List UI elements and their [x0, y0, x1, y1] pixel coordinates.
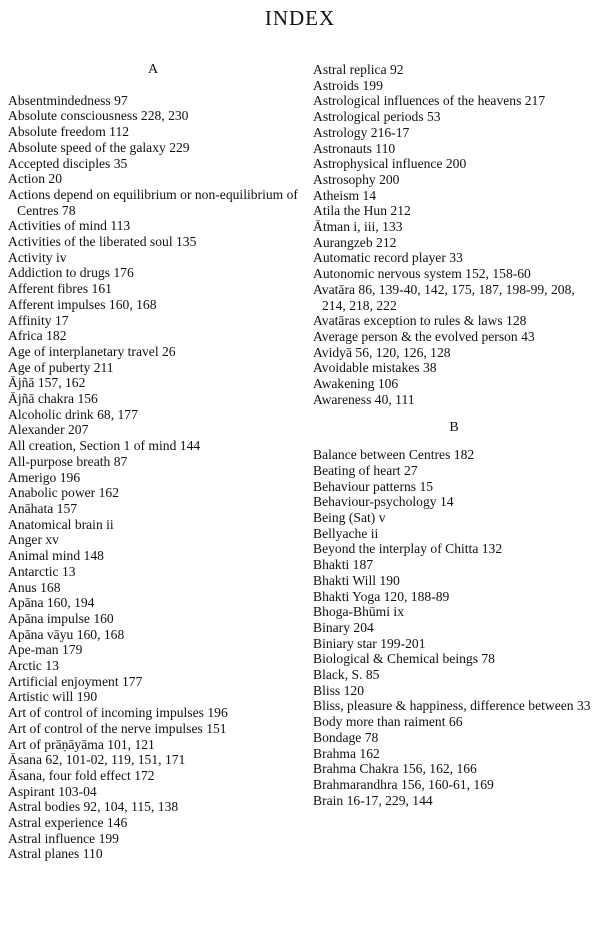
- index-entry: Actions depend on equilibrium or non-equilibrium of Centres 78: [8, 186, 298, 218]
- index-entry: Activity iv: [8, 249, 67, 265]
- index-entry: All-purpose breath 87: [8, 453, 128, 469]
- index-entry: Absolute speed of the galaxy 229: [8, 139, 190, 155]
- index-entry: All creation, Section 1 of mind 144: [8, 438, 201, 454]
- index-entry: Bhoga-Bhūmi ix: [313, 604, 405, 620]
- index-entry: Behaviour-psychology 14: [313, 494, 454, 510]
- index-entry: Being (Sat) v: [313, 509, 386, 525]
- index-entry: Brahma 162: [313, 745, 380, 761]
- index-list-left: [8, 93, 298, 862]
- index-entry: Anabolic power 162: [8, 485, 119, 501]
- index-entry: Astral planes 110: [8, 846, 103, 862]
- index-entry: Āsana 62, 101-02, 119, 151, 171: [8, 752, 186, 768]
- index-entry: Apāna impulse 160: [8, 610, 114, 626]
- index-entry: Atheism 14: [313, 187, 377, 203]
- index-entry: Astrological periods 53: [313, 109, 441, 125]
- index-entry: Bellyache ii: [313, 525, 379, 541]
- index-entry: Ape-man 179: [8, 642, 83, 658]
- index-entry: Average person & the evolved person 43: [313, 328, 535, 344]
- index-entry: Artistic will 190: [8, 689, 98, 705]
- index-entry: Behaviour patterns 15: [313, 478, 434, 494]
- index-list-right-a: [313, 62, 595, 407]
- index-entry: Atila the Hun 212: [313, 203, 411, 219]
- index-entry: Bliss 120: [313, 682, 364, 698]
- index-entry: Bhakti Yoga 120, 188-89: [313, 588, 450, 604]
- index-entry: Brahma Chakra 156, 162, 166: [313, 761, 477, 777]
- index-entry: Aspirant 103-04: [8, 783, 97, 799]
- index-entry: Astrophysical influence 200: [313, 156, 467, 172]
- index-entry: Accepted disciples 35: [8, 155, 128, 171]
- page-title: INDEX: [264, 6, 336, 30]
- right-column: [313, 62, 595, 808]
- section-heading-a: A: [147, 62, 159, 77]
- index-entry: Beyond the interplay of Chitta 132: [313, 541, 503, 557]
- index-entry: Artificial enjoyment 177: [8, 673, 143, 689]
- index-entry: Avatāra 86, 139-40, 142, 175, 187, 198-99, 208, 214, 218, 222: [313, 281, 575, 313]
- index-entry: Apāna vāyu 160, 168: [8, 626, 125, 642]
- index-entry: Ājñā chakra 156: [8, 391, 98, 407]
- index-entry: Africa 182: [8, 328, 67, 344]
- index-entry: Astronauts 110: [313, 140, 396, 156]
- index-entry: Afferent impulses 160, 168: [8, 296, 157, 312]
- index-entry: Anāhata 157: [8, 500, 78, 516]
- index-entry: Art of prāṇāyāma 101, 121: [8, 736, 155, 752]
- index-entry: Afferent fibres 161: [8, 281, 112, 297]
- index-entry: Ājñā 157, 162: [8, 375, 86, 391]
- index-entry: Binary 204: [313, 619, 374, 635]
- index-entry: Autonomic nervous system 152, 158-60: [313, 266, 531, 282]
- index-entry: Biniary star 199-201: [313, 635, 426, 651]
- index-entry: Avoidable mistakes 38: [313, 360, 437, 376]
- index-entry: Amerigo 196: [8, 469, 81, 485]
- index-entry: Bhakti 187: [313, 557, 374, 573]
- index-entry: Action 20: [8, 171, 62, 187]
- index-entry: Automatic record player 33: [313, 250, 463, 266]
- index-entry: Awareness 40, 111: [313, 391, 415, 407]
- index-entry: Āsana, four fold effect 172: [8, 767, 155, 783]
- index-entry: Astrological influences of the heavens 217: [313, 93, 546, 109]
- index-entry: Astrosophy 200: [313, 171, 400, 187]
- index-entry: Astroids 199: [313, 77, 383, 93]
- left-column: [8, 62, 298, 862]
- section-heading-b: B: [449, 420, 459, 436]
- index-entry: Anatomical brain ii: [8, 516, 114, 532]
- index-entry: Biological & Chemical beings 78: [313, 651, 495, 667]
- index-entry: Awakening 106: [313, 376, 399, 392]
- index-entry: Anger xv: [8, 532, 59, 548]
- index-entry: Absentmindedness 97: [8, 92, 128, 108]
- index-entry: Astral experience 146: [8, 815, 128, 831]
- index-entry: Alcoholic drink 68, 177: [8, 406, 138, 422]
- index-entry: Brain 16-17, 229, 144: [313, 792, 433, 808]
- index-list-right-b: [313, 447, 595, 808]
- index-entry: Astral influence 199: [8, 830, 119, 846]
- index-entry: Addiction to drugs 176: [8, 265, 134, 281]
- index-entry: Activities of the liberated soul 135: [8, 234, 197, 250]
- index-entry: Balance between Centres 182: [313, 447, 475, 463]
- index-entry: Astral bodies 92, 104, 115, 138: [8, 799, 179, 815]
- index-entry: Arctic 13: [8, 658, 59, 674]
- index-entry: Animal mind 148: [8, 548, 104, 564]
- index-entry: Beating of heart 27: [313, 462, 418, 478]
- index-entry: Apāna 160, 194: [8, 595, 95, 611]
- index-entry: Black, S. 85: [313, 667, 380, 683]
- index-entry: Absolute freedom 112: [8, 124, 130, 140]
- index-entry: Body more than raiment 66: [313, 714, 463, 730]
- index-entry: Activities of mind 113: [8, 218, 131, 234]
- index-entry: Anus 168: [8, 579, 61, 595]
- index-entry: Bondage 78: [313, 729, 379, 745]
- index-entry: Age of puberty 211: [8, 359, 114, 375]
- index-entry: Art of control of the nerve impulses 151: [8, 720, 227, 736]
- index-entry: Astrology 216-17: [313, 124, 410, 140]
- index-entry: Age of interplanetary travel 26: [8, 343, 176, 359]
- index-entry: Ātman i, iii, 133: [313, 219, 403, 235]
- index-entry: Alexander 207: [8, 422, 89, 438]
- index-entry: Avatāras exception to rules & laws 128: [313, 313, 527, 329]
- index-entry: Avidyā 56, 120, 126, 128: [313, 344, 451, 360]
- index-entry: Antarctic 13: [8, 563, 76, 579]
- index-entry: Aurangzeb 212: [313, 234, 397, 250]
- index-entry: Brahmarandhra 156, 160-61, 169: [313, 776, 494, 792]
- index-entry: Absolute consciousness 228, 230: [8, 108, 189, 124]
- index-entry: Astral replica 92: [313, 62, 404, 77]
- index-entry: Art of control of incoming impulses 196: [8, 705, 228, 721]
- index-entry: Affinity 17: [8, 312, 69, 328]
- index-entry: Bliss, pleasure & happiness, difference between 33: [313, 698, 591, 714]
- index-entry: Bhakti Will 190: [313, 572, 400, 588]
